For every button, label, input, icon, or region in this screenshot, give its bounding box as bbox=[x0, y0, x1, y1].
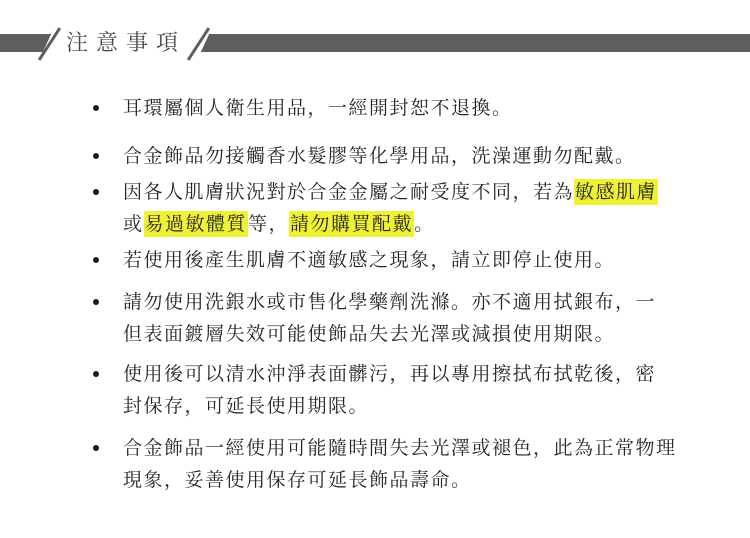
notice-line bbox=[123, 140, 636, 172]
highlighted-text: 易過敏體質 bbox=[144, 213, 248, 235]
notice-item bbox=[0, 432, 750, 496]
plain-text: 現象，妥善使用保存可延長飾品壽命。 bbox=[123, 469, 472, 491]
notice-line bbox=[123, 286, 656, 318]
notice-line bbox=[123, 208, 658, 240]
plain-text: 因各人肌膚狀況對於合金金屬之耐受度不同，若為 bbox=[123, 181, 575, 203]
notice-item bbox=[0, 92, 750, 124]
plain-text: 封保存，可延長使用期限。 bbox=[123, 395, 370, 417]
bullet-icon bbox=[93, 445, 99, 451]
notice-list bbox=[0, 92, 750, 496]
notice-text bbox=[123, 358, 656, 422]
highlighted-text: 敏感肌膚 bbox=[575, 181, 658, 203]
bullet-icon bbox=[93, 105, 99, 111]
notice-line bbox=[123, 432, 677, 464]
plain-text: 合金飾品一經使用可能隨時間失去光澤或褪色，此為正常物理 bbox=[123, 437, 677, 459]
notice-line bbox=[123, 92, 513, 124]
plain-text: 。 bbox=[414, 213, 435, 235]
bullet-icon bbox=[93, 371, 99, 377]
notice-text bbox=[123, 92, 513, 124]
highlighted-text: 請勿購買配戴 bbox=[290, 213, 414, 235]
plain-text: 但表面鍍層失效可能使飾品失去光澤或減損使用期限。 bbox=[123, 323, 616, 345]
bullet-icon bbox=[93, 257, 99, 263]
notice-text bbox=[123, 432, 677, 496]
notice-line bbox=[123, 390, 656, 422]
notice-text bbox=[123, 244, 615, 276]
plain-text: 等， bbox=[248, 213, 290, 235]
notice-item bbox=[0, 244, 750, 276]
notice-item bbox=[0, 286, 750, 350]
header-banner bbox=[0, 0, 750, 78]
plain-text: 耳環屬個人衛生用品，一經開封恕不退換。 bbox=[123, 97, 513, 119]
notice-line bbox=[123, 176, 658, 208]
plain-text: 請勿使用洗銀水或市售化學藥劑洗滌。亦不適用拭銀布，一 bbox=[123, 291, 657, 313]
notice-item bbox=[0, 358, 750, 422]
bullet-icon bbox=[93, 153, 99, 159]
notice-line bbox=[123, 464, 677, 496]
notice-text bbox=[123, 286, 656, 350]
plain-text: 或 bbox=[123, 213, 144, 235]
bullet-icon bbox=[93, 299, 99, 305]
notice-item bbox=[0, 176, 750, 240]
notice-text bbox=[123, 176, 658, 240]
bullet-icon bbox=[93, 189, 99, 195]
notice-line bbox=[123, 318, 656, 350]
notice-line bbox=[123, 244, 615, 276]
plain-text: 合金飾品勿接觸香水髮膠等化學用品，洗澡運動勿配戴。 bbox=[123, 145, 636, 167]
notice-line bbox=[123, 358, 656, 390]
notice-text bbox=[123, 140, 636, 172]
plain-text: 若使用後產生肌膚不適敏感之現象，請立即停止使用。 bbox=[123, 249, 616, 271]
banner-bar-right bbox=[201, 34, 750, 52]
page-title: 注意事項 bbox=[66, 31, 187, 56]
plain-text: 使用後可以清水沖淨表面髒污，再以專用擦拭布拭乾後，密 bbox=[123, 363, 657, 385]
notice-item bbox=[0, 140, 750, 172]
